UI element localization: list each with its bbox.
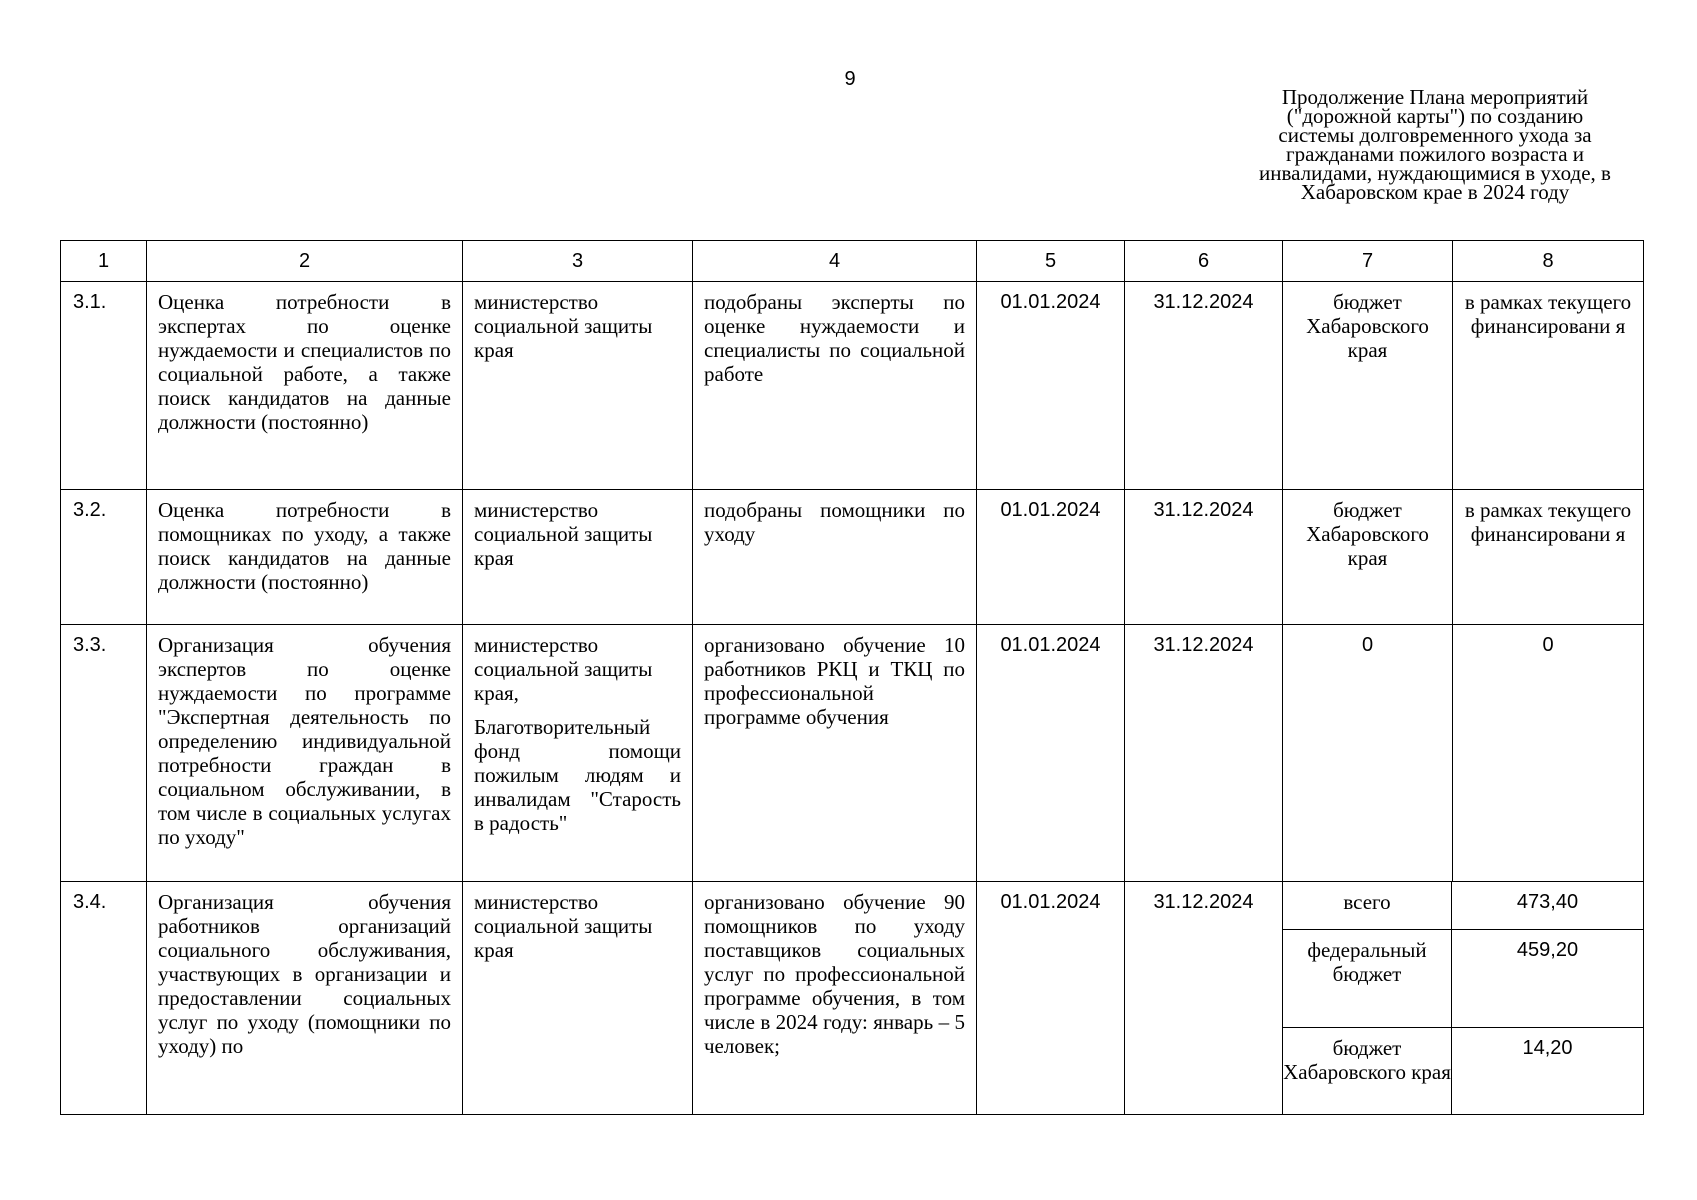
table-row <box>61 490 1644 625</box>
funding-source-cell: бюджет Хабаровского края <box>1283 282 1453 490</box>
responsible-cell: министерство социальной защиты края <box>463 490 693 625</box>
header-note-line: ("дорожной карты") по созданию <box>1286 104 1584 128</box>
document-header-note <box>1225 85 1645 204</box>
column-header: 3 <box>463 241 693 282</box>
end-date-cell: 31.12.2024 <box>1125 490 1283 625</box>
row-number: 3.4. <box>61 882 147 1115</box>
result-cell: организовано обучение 90 помощников по уходу поставщиков социальных услуг по профессиональной программе обучения, в том числе в 2024 году: январь – 5 человек; <box>693 882 977 1115</box>
responsible-foundation: Благотворительный фонд помощи пожилым людям и инвалидам "Старость в радость" <box>474 715 681 835</box>
column-header: 7 <box>1283 241 1453 282</box>
funding-source: всего <box>1283 882 1452 929</box>
event-cell: Оценка потребности в экспертах по оценке нуждаемости и специалистов по социальной работе, а также поиск кандидатов на данные должности (постоянно) <box>147 282 463 490</box>
funding-amount: 473,40 <box>1516 891 1579 913</box>
responsible-cell: министерство социальной защиты края <box>463 882 693 1115</box>
funding-amount-cell: в рамках текущего финансировани я <box>1453 490 1644 625</box>
header-note-line: Продолжение Плана мероприятий <box>1281 85 1589 109</box>
row-number: 3.3. <box>61 625 147 882</box>
financing-row-regional <box>1283 1028 1643 1114</box>
column-header: 8 <box>1453 241 1644 282</box>
row-number: 3.1. <box>61 282 147 490</box>
funding-source: бюджет Хабаровского края <box>1283 1028 1452 1114</box>
start-date-cell: 01.01.2024 <box>977 882 1125 1115</box>
table-row <box>61 625 1644 882</box>
table-row <box>61 282 1644 490</box>
start-date-cell: 01.01.2024 <box>977 282 1125 490</box>
end-date-cell: 31.12.2024 <box>1125 282 1283 490</box>
funding-amount: 14,20 <box>1522 1037 1573 1059</box>
event-cell: Организация обучения экспертов по оценке нуждаемости по программе "Экспертная деятельность по определению индивидуальной потребности граждан в социальном обслуживании, в том числе в социальных услугах по уходу" <box>147 625 463 882</box>
funding-amount-cell: 0 <box>1453 625 1644 882</box>
page-number: 9 <box>844 68 856 90</box>
start-date-cell: 01.01.2024 <box>977 490 1125 625</box>
column-header: 2 <box>147 241 463 282</box>
responsible-cell: министерство социальной защиты края <box>463 282 693 490</box>
result-cell: подобраны эксперты по оценке нуждаемости и специалисты по социальной работе <box>693 282 977 490</box>
financing-breakdown-cell <box>1283 882 1644 1115</box>
table-row <box>61 882 1644 1115</box>
header-note-line: системы долговременного ухода за <box>1278 123 1592 147</box>
column-header: 4 <box>693 241 977 282</box>
funding-amount-cell: в рамках текущего финансировани я <box>1453 282 1644 490</box>
end-date-cell: 31.12.2024 <box>1125 882 1283 1115</box>
column-header: 5 <box>977 241 1125 282</box>
column-header: 6 <box>1125 241 1283 282</box>
responsible-cell <box>463 625 693 882</box>
funding-source-cell: 0 <box>1283 625 1453 882</box>
start-date-cell: 01.01.2024 <box>977 625 1125 882</box>
header-note-line: гражданами пожилого возраста и <box>1285 142 1585 166</box>
table-header-row <box>61 241 1644 282</box>
header-note-line: Хабаровском крае в 2024 году <box>1300 180 1570 204</box>
financing-row-total <box>1283 882 1643 930</box>
funding-amount: 459,20 <box>1516 939 1579 961</box>
responsible-ministry: министерство социальной защиты края, <box>474 633 653 705</box>
plan-table <box>60 240 1644 1115</box>
funding-source-cell: бюджет Хабаровского края <box>1283 490 1453 625</box>
end-date-cell: 31.12.2024 <box>1125 625 1283 882</box>
column-header: 1 <box>61 241 147 282</box>
event-cell: Организация обучения работников организаций социального обслуживания, участвующих в организации и предоставлении социальных услуг по уходу (помощники по уходу) по <box>147 882 463 1115</box>
event-cell: Оценка потребности в помощниках по уходу, а также поиск кандидатов на данные должности (постоянно) <box>147 490 463 625</box>
row-number: 3.2. <box>61 490 147 625</box>
financing-row-federal <box>1283 930 1643 1028</box>
result-cell: подобраны помощники по уходу <box>693 490 977 625</box>
header-note-line: инвалидами, нуждающимися в уходе, в <box>1259 161 1611 185</box>
result-cell: организовано обучение 10 работников РКЦ и ТКЦ по профессиональной программе обучения <box>693 625 977 882</box>
funding-source: федеральный бюджет <box>1283 930 1452 1027</box>
